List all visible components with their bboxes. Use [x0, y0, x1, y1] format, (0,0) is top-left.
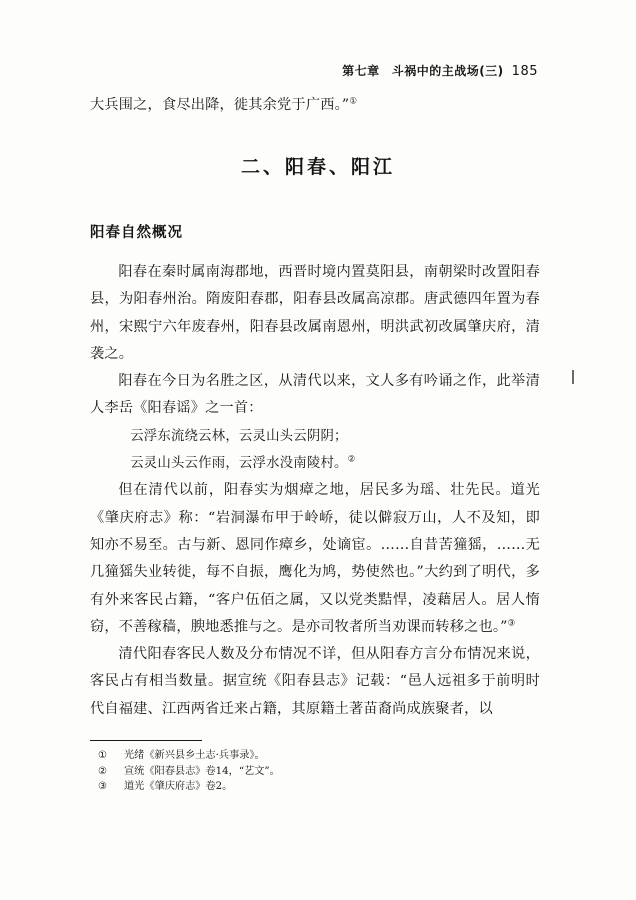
paragraph: 阳春在今日为名胜之区，从清代以来，文人多有吟诵之作，此举清人李岳《阳春谣》之一首：	[90, 373, 540, 417]
footnotes	[98, 748, 280, 795]
footnote-text: 道光《肇庆府志》卷2。	[124, 781, 233, 792]
poem-line	[90, 423, 540, 450]
paragraph-text: 但在清代以前，阳春实为烟瘴之地，居民多为瑶、壮先民。道光《肇庆府志》称：“岩洞瀑布甲于岭峤，徒以僻寂万山，人不及知，即知亦不易至。古与新、恩同作瘴乡，处谪宦。……自昔苦獞猺，……无几獞猺失业转徙，每不自振，鹰化为鸠，势使然也。”大约到了明代，多有外来客民占籍，“客户伍佰之属，又以党类黠悍，凌藉居人。居人惰窃，不善稼穑，腴地悉推与之。是亦司牧者所当劝课而转移之也。”	[90, 482, 540, 635]
running-header	[342, 62, 538, 79]
footnote-ref: ①	[349, 96, 358, 107]
poem-line	[90, 450, 540, 477]
continuation-line	[90, 92, 540, 119]
chapter-title: 斗祸中的主战场(三)	[391, 64, 504, 78]
footnote-ref: ②	[347, 454, 356, 465]
paragraph-text: 清代阳春客民人数及分布情况不详，但从阳春方言分布情况来说，客民占有相当数量。据宣统《阳春县志》记载：“邑人远祖多于前明时代自福建、江西两省迁来占籍，其原籍土著苗裔尚成族聚者，以	[90, 646, 540, 717]
footnote-mark: ③	[98, 781, 108, 792]
footnote-mark: ②	[98, 765, 108, 777]
footnote	[98, 748, 280, 764]
footnote	[98, 779, 280, 795]
footnote-ref: ③	[507, 618, 516, 629]
footnote-text: 宣统《阳春县志》卷14，“艺文”。	[124, 765, 280, 777]
paragraph	[90, 641, 540, 723]
section-title: 二、阳春、阳江	[240, 156, 395, 178]
paragraph	[90, 477, 540, 641]
body-text	[90, 259, 540, 723]
footnote-text: 光绪《新兴县乡土志·兵事录》。	[124, 750, 265, 761]
paragraph: 阳春在秦时属南海郡地，西晋时境内置莫阳县，南朝梁时改置阳春县，为阳春州治。隋废阳春郡，阳春县改属高凉郡。唐武德四年置为春州，宋熙宁六年废春州，阳春县改属南恩州，明洪武初改属肇庆府，清袭之。	[90, 264, 540, 362]
continuation-text: 大兵围之，食尽出降，徙其余党于广西。”	[90, 97, 350, 113]
page-number: 185	[511, 64, 538, 79]
footnote-divider	[90, 740, 202, 741]
subheading: 阳春自然概况	[90, 225, 183, 241]
poem-line-text: 云灵山头云作雨，云浮水没南陵村。	[130, 456, 348, 472]
chapter-number: 第七章	[342, 64, 380, 78]
poem-line-text: 云浮东流绕云林，云灵山头云阴阴；	[130, 428, 348, 444]
margin-mark	[572, 370, 574, 384]
footnote-mark: ①	[98, 750, 108, 761]
footnote	[98, 764, 280, 780]
